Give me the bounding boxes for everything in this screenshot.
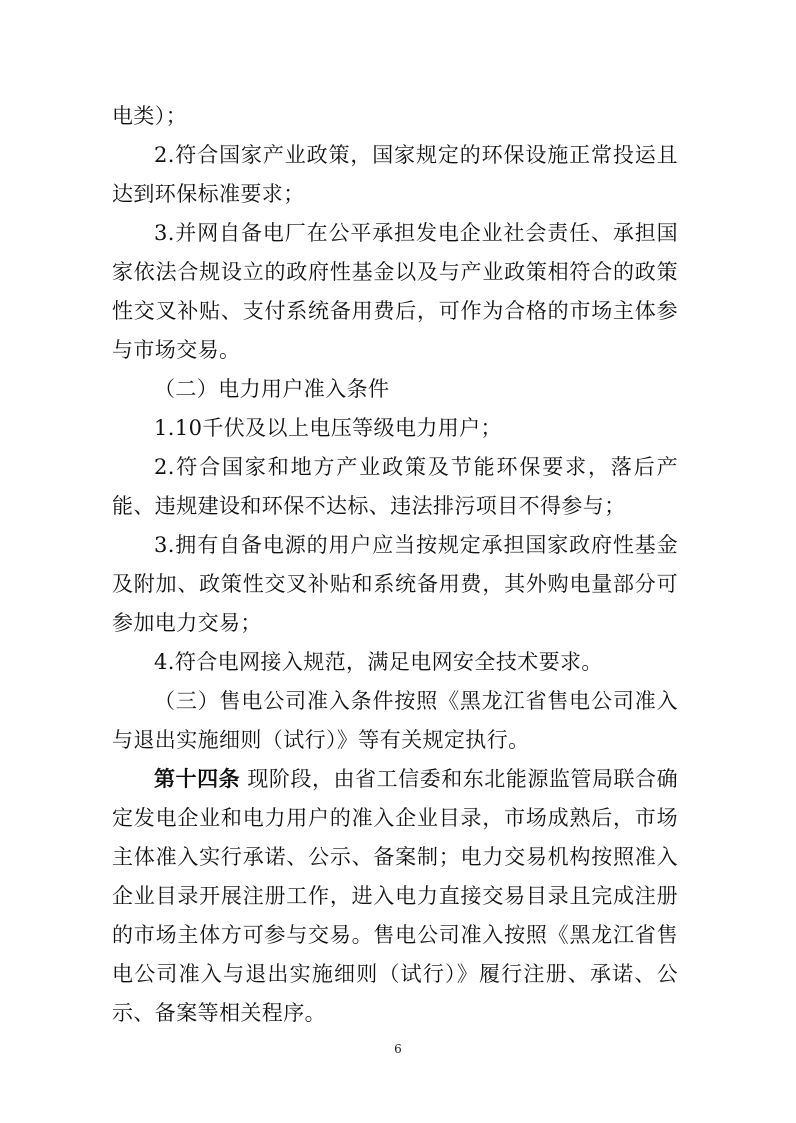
paragraph-continuation: 电类）； [112, 104, 188, 128]
section-heading-retailer-conditions: （三）售电公司准入条件按照《黑龙江省售电公司准入与退出实施细则（试行）》等有关规定执行。 [112, 689, 678, 752]
paragraph-user-item-2: 2.符合国家和地方产业政策及节能环保要求，落后产能、违规建设和环保不达标、违法排污项目不得参与； [112, 455, 678, 518]
paragraph-item-3: 3.并网自备电厂在公平承担发电企业社会责任、承担国家依法合规设立的政府性基金以及与产业政策相符合的政策性交叉补贴、支付系统备用费后，可作为合格的市场主体参与市场交易。 [112, 221, 678, 362]
article-14-title: 第十四条 [154, 767, 241, 791]
paragraph-user-item-3: 3.拥有自备电源的用户应当按规定承担国家政府性基金及附加、政策性交叉补贴和系统备用费，其外购电量部分可参加电力交易； [112, 533, 678, 635]
paragraph-user-item-1: 1.10千伏及以上电压等级电力用户； [154, 416, 502, 440]
article-14-text: 现阶段，由省工信委和东北能源监管局联合确定发电企业和电力用户的准入企业目录，市场成熟后，市场主体准入实行承诺、公示、备案制；电力交易机构按照准入企业目录开展注册工作，进入电力直接交易目录且完成注册的市场主体方可参与交易。售电公司准入按照《黑龙江省售电公司准入与退出实施细则（试行）》履行注册、承诺、公示、备案等相关程序。 [112, 767, 678, 1025]
article-14-paragraph [112, 760, 678, 1033]
paragraph-item-2: 2.符合国家产业政策，国家规定的环保设施正常投运且达到环保标准要求； [112, 143, 678, 206]
section-heading-user-conditions: （二）电力用户准入条件 [154, 377, 390, 401]
document-body [112, 97, 678, 1033]
paragraph-user-item-4: 4.符合电网接入规范，满足电网安全技术要求。 [154, 650, 603, 674]
page-number: 6 [394, 1042, 402, 1056]
